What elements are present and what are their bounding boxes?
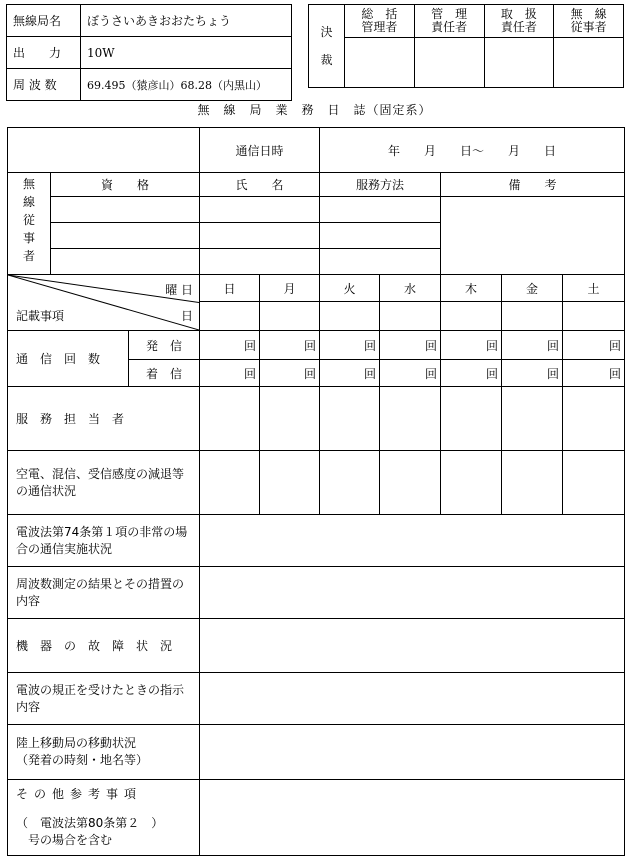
send-count-cell[interactable]: 回	[260, 331, 320, 360]
service-method-field[interactable]	[320, 249, 441, 275]
approval-col-operator: 無 線 従事者	[554, 5, 624, 38]
weekday-header: 金	[502, 275, 563, 302]
approval-col-handler: 取 扱 責任者	[484, 5, 554, 38]
comm-status-cell[interactable]	[441, 451, 502, 515]
weekday-record-header	[8, 275, 200, 331]
log-table	[7, 127, 625, 856]
station-name-value: ぼうさいあきおおたちょう	[81, 5, 292, 37]
station-name-label: 無線局名	[7, 5, 81, 37]
approval-col-manager: 管 理 責任者	[414, 5, 484, 38]
output-power-value: 10W	[81, 37, 292, 69]
send-count-cell[interactable]: 回	[380, 331, 441, 360]
send-count-cell[interactable]: 回	[200, 331, 260, 360]
date-cell[interactable]	[200, 302, 260, 331]
day-label: 日	[181, 309, 194, 323]
comm-status-cell[interactable]	[563, 451, 625, 515]
approval-stamp-box[interactable]	[554, 38, 624, 88]
other-notes-field[interactable]	[200, 780, 625, 856]
duty-officer-cell[interactable]	[320, 387, 380, 451]
qualification-field[interactable]	[51, 223, 200, 249]
correction-instruction-field[interactable]	[200, 673, 625, 725]
send-count-cell[interactable]: 回	[563, 331, 625, 360]
date-cell[interactable]	[320, 302, 380, 331]
operator-label: 無 線 従 事 者	[8, 173, 51, 275]
page-title: 無 線 局 業 務 日 誌（固定系）	[197, 103, 432, 117]
duty-officer-cell[interactable]	[441, 387, 502, 451]
service-method-field[interactable]	[320, 223, 441, 249]
frequency-label: 周 波 数	[7, 69, 81, 101]
date-cell[interactable]	[502, 302, 563, 331]
frequency-value: 69.495（猿彦山）68.28（内黒山）	[81, 69, 292, 101]
duty-officer-cell[interactable]	[502, 387, 563, 451]
mobile-station-field[interactable]	[200, 725, 625, 780]
other-notes-label	[8, 780, 200, 856]
receive-count-cell[interactable]: 回	[502, 360, 563, 387]
approval-stamp-box[interactable]	[484, 38, 554, 88]
comm-status-cell[interactable]	[260, 451, 320, 515]
receive-count-cell[interactable]: 回	[320, 360, 380, 387]
date-cell[interactable]	[260, 302, 320, 331]
other-notes-note: （ 電波法第80条第２ ） 号の場合を含む	[16, 816, 164, 847]
approval-label: 決 裁	[309, 5, 345, 88]
blank-cell	[8, 128, 200, 173]
weekday-header: 火	[320, 275, 380, 302]
weekday-label: 曜 日	[165, 283, 194, 297]
duty-officer-cell[interactable]	[380, 387, 441, 451]
send-count-cell[interactable]: 回	[502, 331, 563, 360]
weekday-header: 土	[563, 275, 625, 302]
send-count-cell[interactable]: 回	[320, 331, 380, 360]
correction-instruction-label: 電波の規正を受けたときの指示内容	[8, 673, 200, 725]
approval-stamp-box[interactable]	[414, 38, 484, 88]
record-items-label: 記載事項	[16, 309, 65, 323]
receive-label: 着 信	[129, 360, 200, 387]
operator-name-field[interactable]	[200, 249, 320, 275]
comm-status-cell[interactable]	[502, 451, 563, 515]
date-cell[interactable]	[380, 302, 441, 331]
weekday-header: 日	[200, 275, 260, 302]
approval-table	[308, 4, 624, 88]
notes-label: 備 考	[441, 173, 625, 197]
comm-status-cell[interactable]	[200, 451, 260, 515]
frequency-measurement-field[interactable]	[200, 567, 625, 619]
service-method-field[interactable]	[320, 197, 441, 223]
service-method-label: 服務方法	[320, 173, 441, 197]
other-notes-title: その他参考事項	[16, 787, 143, 801]
send-count-cell[interactable]: 回	[441, 331, 502, 360]
receive-count-cell[interactable]: 回	[260, 360, 320, 387]
duty-officer-label: 服 務 担 当 者	[8, 387, 200, 451]
qualification-field[interactable]	[51, 197, 200, 223]
comm-status-cell[interactable]	[380, 451, 441, 515]
notes-field[interactable]	[441, 197, 625, 275]
approval-stamp-box[interactable]	[345, 38, 415, 88]
approval-col-general-manager: 総 括 管理者	[345, 5, 415, 38]
send-label: 発 信	[129, 331, 200, 360]
weekday-header: 月	[260, 275, 320, 302]
weekday-header: 水	[380, 275, 441, 302]
station-info-table	[6, 4, 292, 101]
output-power-label: 出 力	[7, 37, 81, 69]
receive-count-cell[interactable]: 回	[200, 360, 260, 387]
receive-count-cell[interactable]: 回	[563, 360, 625, 387]
operator-name-label: 氏 名	[200, 173, 320, 197]
equipment-failure-field[interactable]	[200, 619, 625, 673]
operator-name-field[interactable]	[200, 223, 320, 249]
communication-count-label: 通 信 回 数	[8, 331, 129, 387]
receive-count-cell[interactable]: 回	[441, 360, 502, 387]
qualification-field[interactable]	[51, 249, 200, 275]
qualification-label: 資 格	[51, 173, 200, 197]
operator-name-field[interactable]	[200, 197, 320, 223]
receive-count-cell[interactable]: 回	[380, 360, 441, 387]
date-cell[interactable]	[563, 302, 625, 331]
frequency-measurement-label: 周波数測定の結果とその措置の内容	[8, 567, 200, 619]
emergency-comm-field[interactable]	[200, 515, 625, 567]
emergency-comm-label: 電波法第74条第１項の非常の場合の通信実施状況	[8, 515, 200, 567]
datetime-label: 通信日時	[200, 128, 320, 173]
weekday-header: 木	[441, 275, 502, 302]
duty-officer-cell[interactable]	[563, 387, 625, 451]
duty-officer-cell[interactable]	[260, 387, 320, 451]
duty-officer-cell[interactable]	[200, 387, 260, 451]
mobile-station-label: 陸上移動局の移動状況 （発着の時刻・地名等）	[8, 725, 200, 780]
comm-status-cell[interactable]	[320, 451, 380, 515]
date-cell[interactable]	[441, 302, 502, 331]
datetime-value[interactable]: 年 月 日～ 月 日	[320, 128, 625, 173]
equipment-failure-label: 機 器 の 故 障 状 況	[8, 619, 200, 673]
comm-status-label: 空電、混信、受信感度の減退等の通信状況	[8, 451, 200, 515]
